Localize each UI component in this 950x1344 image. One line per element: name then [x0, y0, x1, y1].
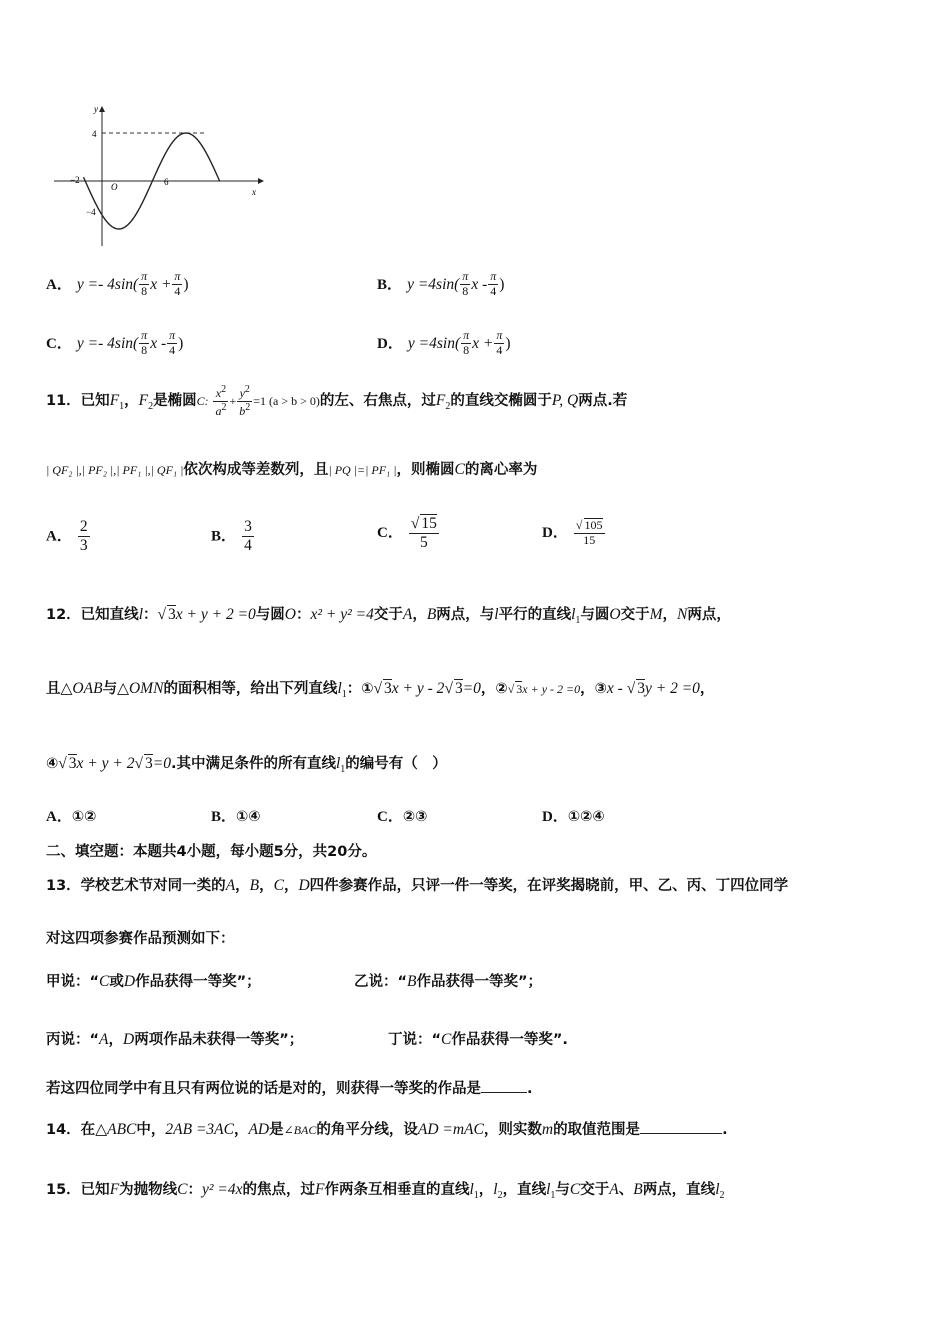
- frac-num: π: [169, 328, 176, 342]
- math: A: [402, 606, 413, 623]
- math: 3: [168, 606, 176, 623]
- math: l: [494, 606, 499, 623]
- text: ④: [46, 756, 59, 772]
- text: 两点，与: [436, 607, 495, 623]
- formula-part: ): [183, 275, 189, 293]
- option-label: D．: [542, 809, 568, 825]
- option-label: B．: [211, 809, 237, 825]
- option-label: C．: [46, 335, 72, 352]
- math: A: [99, 1031, 109, 1048]
- formula-part: x +: [472, 334, 494, 352]
- formula-part: x -: [150, 334, 167, 352]
- formula-part: ): [499, 275, 505, 293]
- option-label: B．: [377, 276, 403, 293]
- frac-den: 8: [463, 342, 470, 357]
- text: 作两条互相垂直的直线: [324, 1182, 470, 1198]
- math: l: [138, 606, 143, 623]
- math: l: [546, 1181, 551, 1198]
- q11-option-b[interactable]: [211, 518, 255, 555]
- text: 与: [555, 1182, 570, 1198]
- math: O: [609, 606, 621, 623]
- q11-option-c[interactable]: C． $\frac{√ 15}{5}$: [377, 515, 437, 551]
- text: 是: [269, 1122, 284, 1138]
- text: 甲说：“: [46, 974, 100, 990]
- option-label: C．: [377, 524, 403, 541]
- frac-num: 15: [421, 515, 437, 532]
- math: a: [215, 403, 222, 418]
- formula-part: ): [505, 334, 511, 352]
- frac-num: 105: [584, 518, 603, 532]
- math: C: [177, 1181, 188, 1198]
- x-axis-arrow: [258, 178, 264, 184]
- math: 3: [68, 755, 77, 772]
- option-text: ①②: [71, 809, 97, 825]
- option-label: D．: [542, 524, 568, 541]
- text: 交于: [373, 607, 403, 623]
- text: 或: [109, 974, 124, 990]
- option-label: D．: [377, 335, 403, 352]
- origin-label: O: [111, 182, 118, 192]
- text: 15．已知: [46, 1182, 110, 1198]
- frac-den: 4: [174, 283, 181, 298]
- text: ，: [233, 1122, 249, 1138]
- q12-option-c[interactable]: [377, 805, 427, 826]
- math: l: [571, 606, 576, 623]
- math: m: [541, 1121, 554, 1138]
- text: 四件参赛作品，只评一件一等奖，在评奖揭晓前，甲、乙、丙、丁四位同学: [309, 878, 789, 894]
- math: F: [435, 391, 446, 409]
- frac-den: 4: [496, 342, 503, 357]
- math: △OAB: [60, 680, 103, 697]
- math: D: [123, 1031, 135, 1048]
- text: ，则椭圆: [396, 462, 455, 478]
- text: ，: [124, 392, 139, 409]
- option-label: A．: [46, 809, 72, 825]
- frac-den: 8: [141, 342, 148, 357]
- text: ，直线: [502, 1182, 547, 1198]
- frac-num: π: [462, 269, 469, 283]
- math: x: [215, 386, 222, 400]
- line-option-2: √ 3x + y - 2 =0: [507, 682, 581, 696]
- text: ，: [478, 1182, 494, 1198]
- math: △OMN: [117, 680, 164, 697]
- q13-question: [46, 1077, 533, 1098]
- text: 依次构成等差数列，且: [183, 462, 329, 478]
- text: 交于: [620, 607, 650, 623]
- math: F: [315, 1181, 325, 1198]
- math: 3: [454, 680, 463, 697]
- q13-yi-statement: [354, 970, 542, 991]
- answer-blank[interactable]: [481, 1080, 527, 1093]
- y-axis-arrow: [99, 106, 105, 112]
- text: ，: [235, 878, 250, 894]
- text: 的角平分线，设: [316, 1122, 418, 1138]
- q14-stem: [46, 1118, 728, 1139]
- q11-option-d[interactable]: D． $\frac{√ 105}{15}$: [542, 518, 603, 547]
- math-f1: $F_1$: [109, 391, 125, 412]
- math: C:: [196, 393, 209, 408]
- line-option-1: √ 3x + y - 2√ 3=0: [373, 680, 481, 697]
- math: B: [633, 1181, 643, 1198]
- text: 12．已知直线: [46, 607, 139, 623]
- text: 的直线交椭圆于: [450, 392, 552, 409]
- math: =0: [462, 680, 481, 697]
- q12-stem-line3: ④√ 3x + y + 2√ 3=0.其中满足条件的所有直线$l_1$的编号有（ ）: [46, 755, 447, 776]
- math: A: [225, 877, 236, 894]
- tick-label-neg2: −2: [70, 175, 80, 185]
- option-label: C．: [377, 809, 403, 825]
- q12-stem-line2: 且△OAB与△OMN的面积相等，给出下列直线$l_1$：①√ 3x + y - 2√ 3=0，②√ 3x + y - 2 =0，③x - √ 3y + 2 =0，: [46, 680, 715, 701]
- text: 平行的直线: [498, 607, 572, 623]
- formula-part: y =4sin(: [407, 334, 461, 352]
- text: 、: [618, 1182, 634, 1198]
- q11-stem-line1: [46, 384, 627, 419]
- text: 的左、右焦点，过: [319, 392, 436, 409]
- math: x + y - 2 =0: [522, 682, 581, 696]
- math: B: [407, 973, 417, 990]
- text: ：: [143, 607, 158, 623]
- y-axis-label: y: [94, 104, 98, 114]
- q12-option-a[interactable]: [46, 805, 96, 826]
- q11-option-a[interactable]: [46, 518, 91, 555]
- x-axis-label: x: [252, 187, 256, 197]
- frac-den: 3: [79, 536, 88, 554]
- math: D: [123, 973, 136, 990]
- math: AD =mAC: [417, 1121, 484, 1138]
- q10-option-a[interactable]: [46, 270, 189, 299]
- math-pq: P, Q: [551, 391, 579, 409]
- math: l: [335, 755, 341, 772]
- text: .: [527, 1081, 533, 1097]
- math: =0: [152, 755, 171, 772]
- option-formula: [76, 328, 184, 357]
- frac-den: 4: [490, 283, 497, 298]
- text: ，: [412, 607, 427, 623]
- text: 与圆: [255, 607, 285, 623]
- tick-label-6: 6: [164, 177, 169, 187]
- text: 两点，: [687, 607, 731, 623]
- text: 乙说：“: [354, 974, 408, 990]
- text: .: [722, 1122, 728, 1138]
- math: l: [493, 1181, 498, 1198]
- frac-num: π: [141, 269, 148, 283]
- text: 作品获得一等奖”；: [416, 974, 543, 990]
- option-formula: [407, 328, 511, 357]
- text: 与: [102, 681, 118, 697]
- math: C: [441, 1031, 452, 1048]
- text: 中，: [136, 1122, 166, 1138]
- math-f2: $F_2$: [138, 391, 154, 412]
- text: ，: [283, 878, 299, 894]
- math: +: [229, 393, 237, 408]
- text: 若这四位同学中有且只有两位说的话是对的，则获得一等奖的作品是: [46, 1081, 481, 1097]
- text: 的焦点，过: [242, 1182, 315, 1198]
- math: x + y + 2: [76, 755, 135, 772]
- math: 3: [637, 680, 645, 697]
- text: ：①: [346, 681, 374, 697]
- math: y² =4x: [202, 1181, 243, 1198]
- frac-den: 4: [244, 536, 252, 554]
- text: 的取值范围是: [553, 1122, 641, 1138]
- math: C: [454, 461, 465, 478]
- text: ：: [187, 1182, 202, 1198]
- q13-stem-line1: [46, 874, 788, 895]
- q13-stem-line2: 对这四项参赛作品预测如下：: [46, 931, 235, 947]
- math: C: [569, 1181, 581, 1198]
- text: ，②: [480, 681, 508, 697]
- option-formula: [76, 269, 189, 298]
- text: 14．在: [46, 1122, 96, 1138]
- math: x + y + 2 =0: [175, 606, 256, 623]
- math: =1 (a > b > 0): [253, 393, 320, 408]
- math: O: [284, 606, 296, 623]
- formula-part: y =- 4sin(: [76, 275, 139, 293]
- tick-label-4: 4: [92, 129, 97, 139]
- math: M: [649, 606, 663, 623]
- math: N: [677, 606, 688, 623]
- formula-part: ): [178, 334, 184, 352]
- text: 且: [46, 681, 61, 697]
- text: 两点，直线: [642, 1182, 716, 1198]
- q12-option-b[interactable]: [211, 805, 261, 826]
- q11-stem-line2: [46, 458, 537, 479]
- frac-den: 5: [420, 533, 428, 551]
- frac-num: 2: [79, 518, 88, 535]
- math: F: [109, 1181, 120, 1198]
- formula-part: x +: [150, 275, 172, 293]
- frac-den: 8: [141, 283, 148, 298]
- frac-den: 8: [462, 283, 469, 298]
- math: F: [109, 391, 120, 409]
- text: 两点.若: [578, 392, 628, 409]
- formula-part: y =- 4sin(: [76, 334, 139, 352]
- text: 丁说：“: [388, 1032, 442, 1048]
- frac-num: π: [174, 269, 181, 283]
- q13-jia-statement: [46, 970, 261, 991]
- frac-num: π: [141, 328, 148, 342]
- option-text: ①②④: [567, 809, 605, 825]
- frac-num: π: [463, 328, 470, 342]
- q10-option-b[interactable]: [377, 270, 504, 299]
- text: 的离心率为: [464, 462, 538, 478]
- text: ，: [662, 607, 678, 623]
- text: ，: [108, 1032, 123, 1048]
- option-label: A．: [46, 276, 72, 293]
- formula-part: y =4sin(: [407, 275, 460, 293]
- tick-label-neg4: −4: [86, 207, 96, 217]
- text: 与圆: [580, 607, 610, 623]
- frac-den: 15: [583, 532, 596, 547]
- math: B: [426, 606, 437, 623]
- text: 的面积相等，给出下列直线: [163, 681, 338, 697]
- math: B: [249, 877, 260, 894]
- q12-option-d[interactable]: [542, 805, 605, 826]
- sine-graph: [50, 100, 270, 250]
- math: l: [715, 1181, 720, 1198]
- option-label: A．: [46, 528, 72, 545]
- math: 3: [384, 680, 392, 697]
- text: ，: [699, 681, 715, 697]
- option-formula: [407, 269, 505, 298]
- text: ，③: [580, 681, 607, 697]
- math: 3: [516, 682, 523, 696]
- ellipse-equation: C: $\frac{x^2}{a^2}$ + $\frac{y^2}{b^2}$ =1 (a > b > 0): [196, 384, 320, 418]
- math-sequence: | QF₂ |,| PF₂ |,| PF₁ |,| QF₁ |: [46, 463, 184, 477]
- q13-bing-statement: [46, 1028, 303, 1049]
- math: y + 2 =0: [644, 680, 700, 697]
- q10-option-c[interactable]: [46, 329, 183, 358]
- math: C: [273, 877, 284, 894]
- math-condition: | PQ |=| PF₁ |: [328, 463, 397, 477]
- math: 2AB =3AC: [165, 1121, 234, 1138]
- math: ∠BAC: [283, 1123, 317, 1137]
- math: b: [239, 403, 246, 418]
- line-option-3: x - √ 3y + 2 =0: [606, 680, 700, 697]
- math: A: [609, 1181, 619, 1198]
- text: 作品获得一等奖”.: [451, 1032, 568, 1048]
- option-text: ②③: [402, 809, 428, 825]
- q12-stem-line1: 12．已知直线l：√ 3x + y + 2 =0与圆O：x² + y² =4交于A，B两点，与l平行的直线$l_1$与圆O交于M，N两点，: [46, 606, 731, 627]
- frac-num: π: [490, 269, 497, 283]
- text: 13．学校艺术节对同一类的: [46, 878, 226, 894]
- text: 11．已知: [46, 392, 110, 409]
- q13-ding-statement: [388, 1028, 568, 1049]
- frac-den: 4: [169, 342, 176, 357]
- math: 3: [145, 755, 153, 772]
- line-option-4: √ 3x + y + 2√ 3=0: [58, 755, 171, 772]
- text: 丙说：“: [46, 1032, 100, 1048]
- math: l: [337, 680, 342, 697]
- frac-num: π: [496, 328, 503, 342]
- option-text: ①④: [236, 809, 261, 825]
- line-equation: √ 3x + y + 2 =0: [157, 606, 256, 623]
- math-f2: $F_2$: [435, 391, 451, 412]
- math: y: [239, 386, 245, 400]
- text: 的编号有（ ）: [345, 756, 447, 772]
- option-label: B．: [211, 528, 237, 545]
- q10-option-d[interactable]: [377, 329, 511, 358]
- q15-stem: 15．已知F为抛物线C：y² =4x的焦点，过F作两条互相垂直的直线$l_1$，$l_2$，直线$l_1$与C交于A、B两点，直线$l_2$: [46, 1181, 725, 1202]
- text: 两项作品未获得一等奖”；: [134, 1032, 304, 1048]
- text: 交于: [580, 1182, 610, 1198]
- text: ，则实数: [483, 1122, 542, 1138]
- frac-num: 3: [244, 518, 252, 535]
- math: AD: [248, 1121, 270, 1138]
- math: l: [469, 1181, 474, 1198]
- math: △ABC: [95, 1121, 137, 1138]
- answer-blank[interactable]: [640, 1121, 722, 1134]
- text: ：: [295, 607, 311, 623]
- math: x + y - 2: [391, 680, 445, 697]
- formula-part: x -: [471, 275, 488, 293]
- circle-equation: x² + y² =4: [310, 606, 374, 623]
- section-heading: 二、填空题：本题共4小题，每小题5分，共20分。: [46, 844, 377, 860]
- text: 是椭圆: [153, 392, 197, 409]
- text: 为抛物线: [119, 1182, 178, 1198]
- math: C: [99, 973, 110, 990]
- text: .其中满足条件的所有直线: [170, 756, 336, 772]
- math: F: [138, 391, 149, 409]
- math: x -: [606, 680, 623, 697]
- math: D: [298, 877, 310, 894]
- text: ，: [259, 878, 274, 894]
- text: 作品获得一等奖”；: [135, 974, 261, 990]
